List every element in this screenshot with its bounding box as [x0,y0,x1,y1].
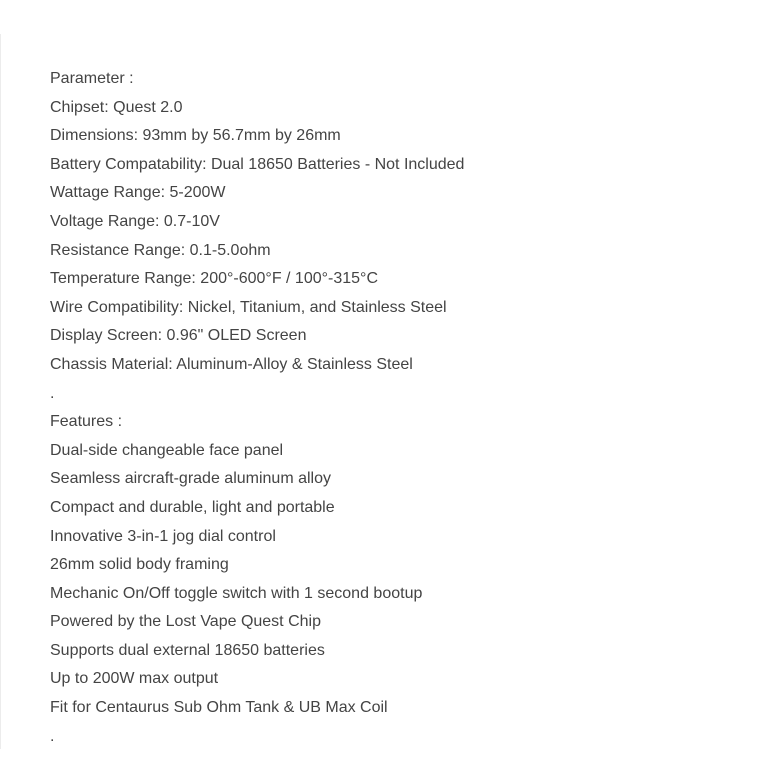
spec-temperature-range: Temperature Range: 200°-600°F / 100°-315°C [50,270,378,288]
feature-item: Dual-side changeable face panel [50,441,284,459]
feature-item: 26mm solid body framing [50,556,229,574]
section-separator-dot: . [50,727,55,745]
feature-item: Innovative 3-in-1 jog dial control [50,527,276,545]
spec-wattage-range: Wattage Range: 5-200W [50,184,226,202]
feature-item: Mechanic On/Off toggle switch with 1 second bootup [50,584,423,602]
spec-voltage-range: Voltage Range: 0.7-10V [50,212,220,230]
spec-display-screen: Display Screen: 0.96" OLED Screen [50,327,307,345]
feature-item: Powered by the Lost Vape Quest Chip [50,613,321,631]
feature-item: Seamless aircraft-grade aluminum alloy [50,470,331,488]
spec-chassis-material: Chassis Material: Aluminum-Alloy & Stainless Steel [50,355,413,373]
spec-battery-compatability: Battery Compatability: Dual 18650 Batteries - Not Included [50,155,465,173]
product-spec-text [50,65,750,751]
left-border-divider [0,34,1,749]
spec-dimensions: Dimensions: 93mm by 56.7mm by 26mm [50,127,341,145]
feature-item: Compact and durable, light and portable [50,498,335,516]
feature-item: Up to 200W max output [50,670,219,688]
section-separator-dot: . [50,384,55,402]
spec-wire-compatibility: Wire Compatibility: Nickel, Titanium, and Stainless Steel [50,298,447,316]
spec-chipset: Chipset: Quest 2.0 [50,98,183,116]
feature-item: Fit for Centaurus Sub Ohm Tank & UB Max Coil [50,699,388,717]
parameter-heading: Parameter : [50,70,134,87]
features-heading: Features : [50,413,123,431]
spec-resistance-range: Resistance Range: 0.1-5.0ohm [50,241,271,259]
feature-item: Supports dual external 18650 batteries [50,641,325,659]
